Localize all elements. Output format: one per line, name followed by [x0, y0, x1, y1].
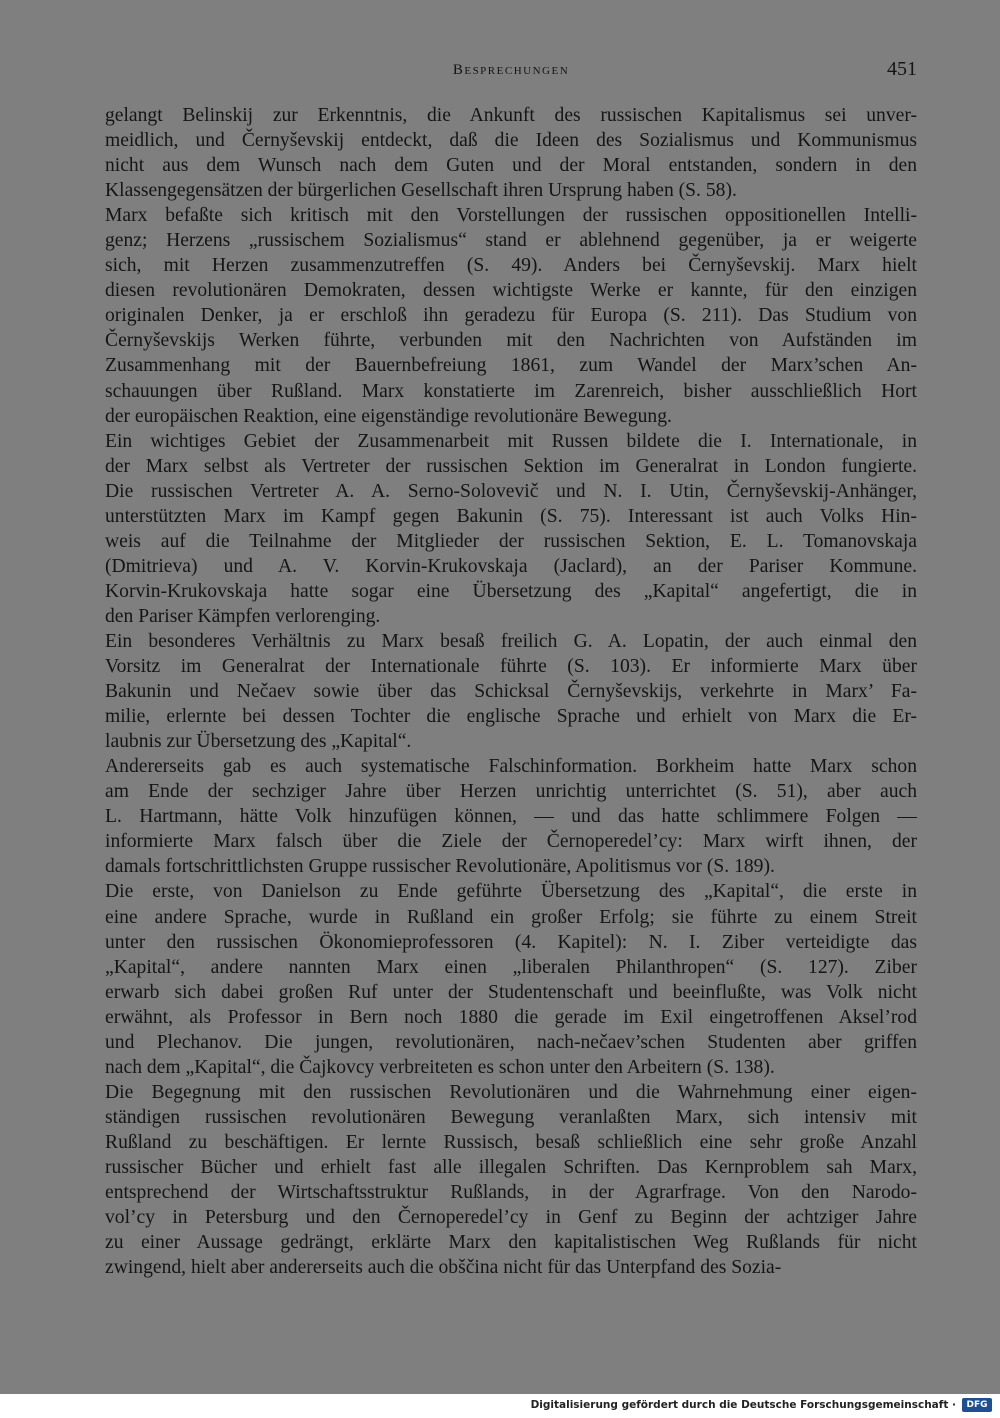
- page-number: 451: [887, 58, 917, 80]
- text-line: entsprechend der Wirtschaftsstruktur Rußlands, in der Agrarfrage. Von den Narodo-: [105, 1182, 917, 1204]
- text-line: originalen Denker, ja er erschloß ihn geradezu für Europa (S. 211). Das Studium von: [105, 305, 917, 327]
- text-line: eine andere Sprache, wurde in Rußland ein großer Erfolg; sie führte zu einem Streit: [105, 906, 917, 928]
- paragraph: [105, 754, 917, 879]
- text-line: milie, erlernte bei dessen Tochter die englische Sprache und erhielt von Marx die Er-: [105, 706, 917, 728]
- section-title: Besprechungen: [452, 62, 570, 78]
- funding-credit: Digitalisierung gefördert durch die Deutsche Forschungsgemeinschaft ·: [530, 1399, 956, 1411]
- text-line: unterstützten Marx im Kampf gegen Bakunin (S. 75). Interessant ist auch Volks Hin-: [105, 505, 917, 527]
- text-line: den Pariser Kämpfen verlorenging.: [105, 605, 381, 627]
- text-line: weis auf die Teilnahme der Mitglieder der russischen Sektion, E. L. Tomanovskaja: [105, 530, 917, 552]
- text-line: Vorsitz im Generalrat der Internationale führte (S. 103). Er informierte Marx über: [105, 656, 917, 678]
- running-head: [105, 58, 917, 84]
- text-line: Zusammenhang mit der Bauernbefreiung 1861, zum Wandel der Marx’schen An-: [105, 355, 917, 377]
- text-line: Die russischen Vertreter A. A. Serno-Solovevič und N. I. Utin, Černyševskij-Anhänger,: [105, 480, 917, 502]
- text-line: meidlich, und Černyševskij entdeckt, daß die Ideen des Sozialismus und Kommunismus: [105, 130, 917, 152]
- text-line: Andererseits gab es auch systematische Falschinformation. Borkheim hatte Marx schon: [105, 756, 917, 778]
- text-line: unter den russischen Ökonomieprofessoren (4. Kapitel): N. I. Ziber verteidigte das: [105, 931, 917, 953]
- text-line: Rußland zu beschäftigen. Er lernte Russisch, besaß schließlich eine sehr große Anzahl: [105, 1131, 917, 1153]
- text-line: Die erste, von Danielson zu Ende geführte Übersetzung des „Kapital“, die erste in: [105, 881, 917, 903]
- text-line: diesen revolutionären Demokraten, dessen wichtigste Werke er kannte, für den einzigen: [105, 280, 917, 302]
- dfg-logo: DFG: [962, 1398, 992, 1412]
- text-line: Černyševskijs Werken führte, verbunden mit den Nachrichten von Aufständen im: [105, 330, 917, 352]
- text-line: zwingend, hielt aber andererseits auch die obščina nicht für das Unterpfand des Sozia-: [105, 1257, 782, 1279]
- paragraph: [105, 429, 917, 629]
- text-line: ständigen russischen revolutionären Bewegung veranlaßten Marx, sich intensiv mit: [105, 1106, 917, 1128]
- paragraph: [105, 879, 917, 1079]
- text-line: (Dmitrieva) und A. V. Korvin-Krukovskaja (Jaclard), an der Pariser Kommune.: [105, 555, 917, 577]
- text-line: laubnis zur Übersetzung des „Kapital“.: [105, 731, 412, 753]
- text-line: Marx befaßte sich kritisch mit den Vorstellungen der russischen oppositionellen Intelli-: [105, 205, 917, 227]
- text-line: damals fortschrittlichsten Gruppe russischer Revolutionäre, Apolitismus vor (S. 189).: [105, 856, 775, 878]
- text-line: Ein wichtiges Gebiet der Zusammenarbeit mit Russen bildete die I. Internationale, in: [105, 430, 917, 452]
- text-line: vol’cy in Petersburg und den Černoperedel’cy in Genf zu Beginn der achtziger Jahre: [105, 1207, 917, 1229]
- text-line: gelangt Belinskij zur Erkenntnis, die Ankunft des russischen Kapitalismus sei unver-: [105, 105, 917, 126]
- text-line: L. Hartmann, hätte Volk hinzufügen können, — und das hatte schlimmere Folgen —: [105, 806, 917, 828]
- text-line: nicht aus dem Wunsch nach dem Guten und der Moral entstanden, sondern in den: [105, 155, 917, 177]
- digitization-footer: [0, 1394, 1000, 1418]
- text-line: nach dem „Kapital“, die Čajkovcy verbreiteten es schon unter den Arbeitern (S. 138).: [105, 1056, 775, 1078]
- text-line: Die Begegnung mit den russischen Revolutionären und die Wahrnehmung einer eigen-: [105, 1081, 917, 1103]
- text-line: der Marx selbst als Vertreter der russischen Sektion im Generalrat in London fungierte.: [105, 455, 917, 477]
- paragraph: [105, 629, 917, 754]
- paragraph: [105, 1080, 917, 1280]
- text-line: der europäischen Reaktion, eine eigenständige revolutionäre Bewegung.: [105, 405, 672, 427]
- text-line: am Ende der sechziger Jahre über Herzen unrichtig unterrichtet (S. 51), aber auch: [105, 781, 917, 803]
- text-line: Klassengegensätzen der bürgerlichen Gesellschaft ihren Ursprung haben (S. 58).: [105, 180, 737, 202]
- text-line: sich, mit Herzen zusammenzutreffen (S. 49). Anders bei Černyševskij. Marx hielt: [105, 255, 917, 277]
- text-line: Ein besonderes Verhältnis zu Marx besaß freilich G. A. Lopatin, der auch einmal den: [105, 630, 917, 652]
- text-line: Bakunin und Nečaev sowie über das Schicksal Černyševskijs, verkehrte in Marx’ Fa-: [105, 681, 917, 703]
- text-line: schauungen über Rußland. Marx konstatierte im Zarenreich, bisher ausschließlich Hort: [105, 380, 917, 402]
- body-text: [105, 103, 917, 1280]
- text-line: Korvin-Krukovskaja hatte sogar eine Übersetzung des „Kapital“ angefertigt, die in: [105, 580, 917, 602]
- text-line: erwarb sich dabei großen Ruf unter der Studentenschaft und beeinflußte, was Volk nicht: [105, 981, 917, 1003]
- text-line: erwähnt, als Professor in Bern noch 1880 die gerade im Exil eingetroffenen Aksel’rod: [105, 1006, 917, 1028]
- text-line: zu einer Aussage gedrängt, erklärte Marx den kapitalistischen Weg Rußlands für nicht: [105, 1232, 917, 1254]
- text-line: „Kapital“, andere nannten Marx einen „liberalen Philanthropen“ (S. 127). Ziber: [105, 956, 917, 978]
- text-line: informierte Marx falsch über die Ziele der Černoperedel’cy: Marx wirft ihnen, der: [105, 831, 917, 853]
- text-line: und Plechanov. Die jungen, revolutionären, nach-nečaev’schen Studenten aber griffen: [105, 1031, 917, 1053]
- text-line: russischer Bücher und erhielt fast alle illegalen Schriften. Das Kernproblem sah Marx,: [105, 1156, 917, 1178]
- paragraph: [105, 103, 917, 203]
- paragraph: [105, 203, 917, 428]
- text-line: genz; Herzens „russischem Sozialismus“ stand er ablehnend gegenüber, ja er weigerte: [105, 230, 917, 252]
